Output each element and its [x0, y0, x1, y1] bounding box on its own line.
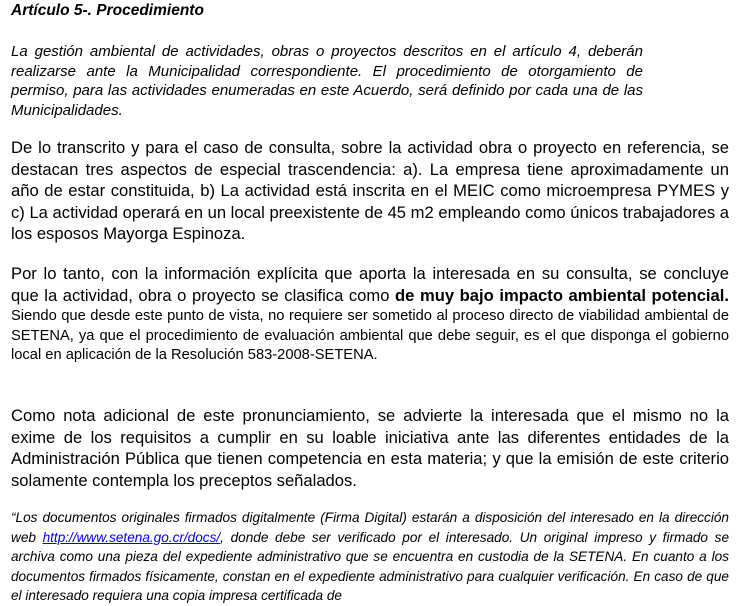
conclusion-rest: Siendo que desde este punto de vista, no requiere ser sometido al proceso directo de viabilidad ambiental de SETENA, ya que el procedimiento de evaluación ambiental que debe seguir, es el que disponga el gobierno local en aplicación de la Resolución 583-2008-SETENA.	[11, 308, 729, 363]
footnote-after-link: , donde debe ser verificado por el interesado. Un original impreso y firmado se archiva como una pieza del expediente administrativo que se encuentra en custodia de la SETENA. En cuanto a los documentos firmados físicamente, constan en el expediente administrativo para cualquier verificación. En caso de que el interesado requiera una copia impresa certificada de	[11, 529, 730, 604]
article-heading: Artículo 5-. Procedimiento	[11, 2, 204, 19]
setena-docs-link[interactable]: http://www.setena.go.cr/docs/	[42, 529, 221, 545]
paragraph-additional-note: Como nota adicional de este pronunciamiento, se advierte la interesada que el mismo no la exime de los requisitos a cumplir en su loable iniciativa ante las diferentes entidades de la Administración Pública que tienen competencia en esta materia; y que la emisión de este criterio solamente contempla los preceptos señalados.	[11, 406, 729, 490]
conclusion-intro: Por lo tanto, con la información explícita que aporta la interesada en su consulta, se concluye que la actividad, obra o proyecto se clasifica como	[11, 264, 729, 305]
conclusion-emphasis: de muy bajo impacto ambiental potencial.	[395, 285, 729, 305]
paragraph-conclusion	[11, 263, 729, 366]
paragraph-consultation-aspects: De lo transcrito y para el caso de consulta, sobre la actividad obra o proyecto en referencia, se destacan tres aspectos de especial trascendencia: a). La empresa tiene aproximadamente un año de estar constituida, b) La actividad está inscrita en el MEIC como microempresa PYMES y c) La actividad operará en un local preexistente de 45 m2 empleando como únicos trabajadores a los esposos Mayorga Espinoza.	[11, 138, 729, 243]
digital-signature-footnote	[11, 508, 729, 606]
footnote-before-link: “Los documentos originales firmados digitalmente (Firma Digital) estarán a disposición del interesado en la dirección web	[11, 510, 729, 545]
quoted-article-text: La gestión ambiental de actividades, obras o proyectos descritos en el artículo 4, deberán realizarse ante la Municipalidad correspondiente. El procedimiento de otorgamiento de permiso, para las actividades enumeradas en este Acuerdo, será definido por cada una de las Municipalidades.	[11, 43, 643, 119]
